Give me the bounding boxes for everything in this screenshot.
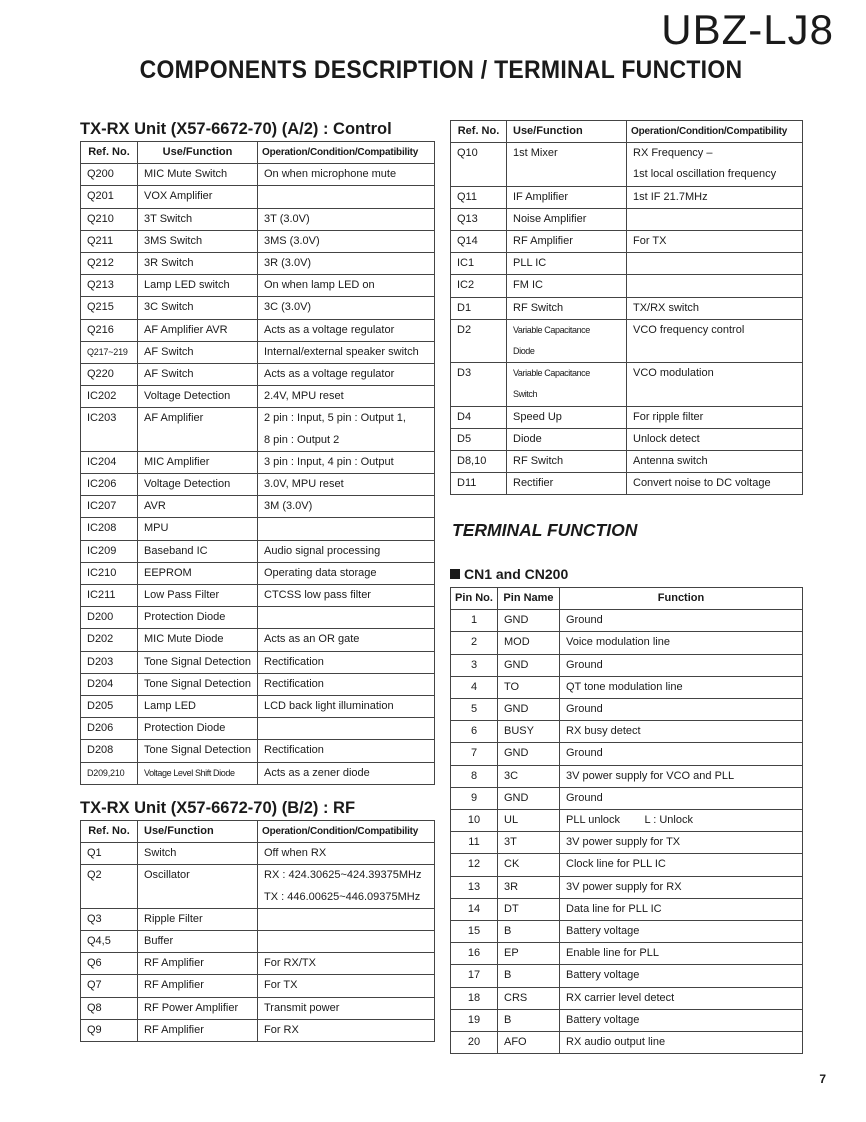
- table-cell: Internal/external speaker switch: [258, 341, 435, 363]
- table-row: [81, 341, 435, 363]
- table-cell: 6: [451, 721, 498, 743]
- table-row: [81, 762, 435, 784]
- table-row: [81, 230, 435, 252]
- table-cell: Protection Diode: [138, 607, 258, 629]
- table-cell: VCO frequency control: [627, 319, 803, 362]
- table-cell: RF Amplifier: [138, 1019, 258, 1041]
- table-cell: Voltage Level Shift Diode: [138, 762, 258, 784]
- table-cell: [627, 208, 803, 230]
- table-cell: IC211: [81, 585, 138, 607]
- table-cell: GND: [498, 743, 560, 765]
- table-cell: Tone Signal Detection: [138, 673, 258, 695]
- table-cell: 7: [451, 743, 498, 765]
- table-cell: AF Switch: [138, 341, 258, 363]
- table-cell: PLL unlock L : Unlock: [560, 810, 803, 832]
- table-cell: MIC Mute Switch: [138, 164, 258, 186]
- col-function: Function: [560, 588, 803, 610]
- table-cell: D208: [81, 740, 138, 762]
- table-row: [451, 965, 803, 987]
- table-cell: VCO modulation: [627, 363, 803, 406]
- table-cell: Lamp LED switch: [138, 275, 258, 297]
- table-row: [81, 843, 435, 865]
- table-row: [451, 231, 803, 253]
- table-cell: Ground: [560, 743, 803, 765]
- table-row: [81, 297, 435, 319]
- table-cell: Baseband IC: [138, 540, 258, 562]
- table-row: [451, 428, 803, 450]
- rf-section-title: TX-RX Unit (X57-6672-70) (B/2) : RF: [80, 799, 356, 817]
- table-cell: IC1: [451, 253, 507, 275]
- table-cell: 18: [451, 987, 498, 1009]
- table-row: [81, 540, 435, 562]
- table-cell: On when lamp LED on: [258, 275, 435, 297]
- table-row: [451, 832, 803, 854]
- table-cell: Variable Capacitance Switch: [507, 363, 627, 406]
- table-cell: AF Switch: [138, 364, 258, 386]
- table-cell: 19: [451, 1009, 498, 1031]
- table-cell: 5: [451, 699, 498, 721]
- table-cell: Operating data storage: [258, 562, 435, 584]
- table-cell: PLL IC: [507, 253, 627, 275]
- table-cell: D203: [81, 651, 138, 673]
- table-cell: On when microphone mute: [258, 164, 435, 186]
- col-ref-no: Ref. No.: [81, 142, 138, 164]
- table-cell: Lamp LED: [138, 696, 258, 718]
- table-cell: IC210: [81, 562, 138, 584]
- table-cell: B: [498, 965, 560, 987]
- table-cell: Diode: [507, 428, 627, 450]
- table-row: [451, 787, 803, 809]
- table-row: [81, 931, 435, 953]
- table-cell: 17: [451, 965, 498, 987]
- table-cell: Ripple Filter: [138, 908, 258, 930]
- table-row: [81, 696, 435, 718]
- table-row: [451, 406, 803, 428]
- table-row: [81, 1019, 435, 1041]
- table-cell: Q10: [451, 143, 507, 186]
- table-cell: 12: [451, 854, 498, 876]
- table-cell: D3: [451, 363, 507, 406]
- table-cell: Switch: [138, 843, 258, 865]
- table-cell: 4: [451, 676, 498, 698]
- table-row: [81, 275, 435, 297]
- table-row: [451, 451, 803, 473]
- table-cell: For RX/TX: [258, 953, 435, 975]
- table-cell: Q212: [81, 253, 138, 275]
- table-cell: Q9: [81, 1019, 138, 1041]
- table-cell: 8: [451, 765, 498, 787]
- table-cell: 3T Switch: [138, 208, 258, 230]
- table-cell: [258, 186, 435, 208]
- table-cell: 9: [451, 787, 498, 809]
- table-cell: GND: [498, 654, 560, 676]
- table-row: [81, 496, 435, 518]
- table-cell: 3C Switch: [138, 297, 258, 319]
- table-cell: RF Switch: [507, 451, 627, 473]
- table-cell: Data line for PLL IC: [560, 898, 803, 920]
- table-cell: MOD: [498, 632, 560, 654]
- col-operation: Operation/Condition/Compatibility: [627, 121, 803, 143]
- table-row: [81, 164, 435, 186]
- table-cell: 3R Switch: [138, 253, 258, 275]
- table-row: [451, 208, 803, 230]
- table-row: [451, 363, 803, 406]
- table-cell: BUSY: [498, 721, 560, 743]
- table-cell: 3: [451, 654, 498, 676]
- table-row: [81, 319, 435, 341]
- square-bullet-icon: [450, 569, 460, 579]
- table-row: [451, 721, 803, 743]
- table-row: [451, 743, 803, 765]
- table-cell: Acts as a voltage regulator: [258, 319, 435, 341]
- table-cell: Rectification: [258, 740, 435, 762]
- table-cell: GND: [498, 787, 560, 809]
- control-table: [80, 141, 435, 785]
- table-cell: Ground: [560, 654, 803, 676]
- table-cell: Clock line for PLL IC: [560, 854, 803, 876]
- table-cell: Voltage Detection: [138, 474, 258, 496]
- table-row: [81, 607, 435, 629]
- table-cell: RX Frequency – 1st local oscillation frequency: [627, 143, 803, 186]
- table-row: [81, 718, 435, 740]
- table-cell: MPU: [138, 518, 258, 540]
- table-cell: 3V power supply for RX: [560, 876, 803, 898]
- col-use-function: Use/Function: [138, 142, 258, 164]
- table-cell: [258, 518, 435, 540]
- table-cell: Off when RX: [258, 843, 435, 865]
- table-cell: 2 pin : Input, 5 pin : Output 1, 8 pin : Output 2: [258, 408, 435, 451]
- table-cell: Voltage Detection: [138, 386, 258, 408]
- terminal-table: [450, 587, 803, 1054]
- table-cell: IC209: [81, 540, 138, 562]
- table-row: [451, 943, 803, 965]
- table-cell: [258, 908, 435, 930]
- col-operation: Operation/Condition/Compatibility: [258, 142, 435, 164]
- table-cell: TO: [498, 676, 560, 698]
- table-row: [451, 810, 803, 832]
- table-cell: AF Amplifier AVR: [138, 319, 258, 341]
- table-cell: Voice modulation line: [560, 632, 803, 654]
- table-cell: [627, 253, 803, 275]
- table-cell: Q216: [81, 319, 138, 341]
- table-cell: B: [498, 1009, 560, 1031]
- table-cell: CTCSS low pass filter: [258, 585, 435, 607]
- table-cell: Noise Amplifier: [507, 208, 627, 230]
- table-cell: D202: [81, 629, 138, 651]
- table-cell: Speed Up: [507, 406, 627, 428]
- table-row: [81, 562, 435, 584]
- table-row: [451, 876, 803, 898]
- terminal-function-title: TERMINAL FUNCTION: [452, 520, 638, 540]
- table-cell: Ground: [560, 610, 803, 632]
- table-cell: D209,210: [81, 762, 138, 784]
- table-cell: EP: [498, 943, 560, 965]
- table-cell: Q213: [81, 275, 138, 297]
- col-use-function: Use/Function: [138, 821, 258, 843]
- page-number: 7: [819, 1072, 826, 1086]
- table-row: [451, 632, 803, 654]
- table-cell: IC207: [81, 496, 138, 518]
- table-cell: D1: [451, 297, 507, 319]
- table-cell: Q200: [81, 164, 138, 186]
- rf-table: [80, 820, 435, 1042]
- table-cell: 3C (3.0V): [258, 297, 435, 319]
- table-cell: Q220: [81, 364, 138, 386]
- table-row: [451, 275, 803, 297]
- table-row: [81, 953, 435, 975]
- table-cell: AFO: [498, 1032, 560, 1054]
- table-cell: Battery voltage: [560, 921, 803, 943]
- table-cell: IF Amplifier: [507, 186, 627, 208]
- table-cell: RX : 424.30625~424.39375MHz TX : 446.00625~446.09375MHz: [258, 865, 435, 908]
- table-cell: 1st IF 21.7MHz: [627, 186, 803, 208]
- table-cell: IC208: [81, 518, 138, 540]
- table-cell: Battery voltage: [560, 965, 803, 987]
- table-cell: Q4,5: [81, 931, 138, 953]
- table-cell: [258, 607, 435, 629]
- table-cell: Enable line for PLL: [560, 943, 803, 965]
- table-cell: 16: [451, 943, 498, 965]
- table-cell: Q1: [81, 843, 138, 865]
- table-cell: Protection Diode: [138, 718, 258, 740]
- table-cell: RX busy detect: [560, 721, 803, 743]
- table-cell: 3MS (3.0V): [258, 230, 435, 252]
- table-cell: Low Pass Filter: [138, 585, 258, 607]
- table-cell: Acts as a voltage regulator: [258, 364, 435, 386]
- table-cell: Q2: [81, 865, 138, 908]
- table-cell: D5: [451, 428, 507, 450]
- table-cell: 3V power supply for VCO and PLL: [560, 765, 803, 787]
- table-cell: Q215: [81, 297, 138, 319]
- table-row: [81, 908, 435, 930]
- connector-title-text: CN1 and CN200: [464, 566, 569, 582]
- table-cell: Audio signal processing: [258, 540, 435, 562]
- table-cell: D8,10: [451, 451, 507, 473]
- table-cell: 3R (3.0V): [258, 253, 435, 275]
- table-row: [451, 1009, 803, 1031]
- table-cell: RF Switch: [507, 297, 627, 319]
- table-row: [81, 186, 435, 208]
- table-cell: For TX: [258, 975, 435, 997]
- col-operation: Operation/Condition/Compatibility: [258, 821, 435, 843]
- table-cell: RF Amplifier: [138, 953, 258, 975]
- table-cell: IC203: [81, 408, 138, 451]
- table-row: [81, 997, 435, 1019]
- table-cell: DT: [498, 898, 560, 920]
- table-cell: [258, 718, 435, 740]
- table-row: [451, 765, 803, 787]
- table-cell: GND: [498, 699, 560, 721]
- table-row: [81, 408, 435, 451]
- table-cell: D205: [81, 696, 138, 718]
- table-cell: 3T: [498, 832, 560, 854]
- page-title: COMPONENTS DESCRIPTION / TERMINAL FUNCTION: [139, 56, 743, 84]
- table-cell: 3MS Switch: [138, 230, 258, 252]
- table-cell: Ground: [560, 699, 803, 721]
- table-cell: 3V power supply for TX: [560, 832, 803, 854]
- table-cell: Q211: [81, 230, 138, 252]
- table-cell: Convert noise to DC voltage: [627, 473, 803, 495]
- table-cell: Antenna switch: [627, 451, 803, 473]
- table-cell: TX/RX switch: [627, 297, 803, 319]
- table-row: [81, 651, 435, 673]
- table-cell: D206: [81, 718, 138, 740]
- table-cell: Variable Capacitance Diode: [507, 319, 627, 362]
- table-cell: 2: [451, 632, 498, 654]
- table-row: [81, 386, 435, 408]
- table-cell: 3M (3.0V): [258, 496, 435, 518]
- connector-title: [450, 566, 568, 582]
- table-cell: Q11: [451, 186, 507, 208]
- table-cell: Tone Signal Detection: [138, 740, 258, 762]
- table-cell: RF Power Amplifier: [138, 997, 258, 1019]
- table-row: [451, 699, 803, 721]
- table-cell: Q201: [81, 186, 138, 208]
- table-cell: FM IC: [507, 275, 627, 297]
- table-cell: CRS: [498, 987, 560, 1009]
- table-cell: 1st Mixer: [507, 143, 627, 186]
- table-cell: 20: [451, 1032, 498, 1054]
- table-cell: Transmit power: [258, 997, 435, 1019]
- table-cell: CK: [498, 854, 560, 876]
- table-cell: Rectification: [258, 673, 435, 695]
- table-row: [451, 610, 803, 632]
- table-cell: 11: [451, 832, 498, 854]
- table-row: [451, 253, 803, 275]
- table-row: [451, 987, 803, 1009]
- table-cell: 3.0V, MPU reset: [258, 474, 435, 496]
- table-row: [451, 319, 803, 362]
- table-row: [81, 629, 435, 651]
- model-number: UBZ-LJ8: [661, 6, 834, 53]
- table-row: [451, 654, 803, 676]
- table-row: [81, 673, 435, 695]
- table-cell: Battery voltage: [560, 1009, 803, 1031]
- table-cell: Q217~219: [81, 341, 138, 363]
- table-cell: RF Amplifier: [138, 975, 258, 997]
- table-cell: MIC Amplifier: [138, 451, 258, 473]
- col-use-function: Use/Function: [507, 121, 627, 143]
- table-cell: 3T (3.0V): [258, 208, 435, 230]
- table-cell: AVR: [138, 496, 258, 518]
- table-row: [451, 898, 803, 920]
- table-row: [81, 253, 435, 275]
- table-row: [451, 1032, 803, 1054]
- table-cell: 1: [451, 610, 498, 632]
- table-cell: RX audio output line: [560, 1032, 803, 1054]
- table-cell: UL: [498, 810, 560, 832]
- table-cell: D204: [81, 673, 138, 695]
- table-cell: Unlock detect: [627, 428, 803, 450]
- table-cell: Q13: [451, 208, 507, 230]
- table-cell: VOX Amplifier: [138, 186, 258, 208]
- table-cell: Acts as a zener diode: [258, 762, 435, 784]
- table-cell: B: [498, 921, 560, 943]
- table-row: [81, 518, 435, 540]
- table-cell: 3 pin : Input, 4 pin : Output: [258, 451, 435, 473]
- table-row: [451, 473, 803, 495]
- table-cell: EEPROM: [138, 562, 258, 584]
- col-ref-no: Ref. No.: [451, 121, 507, 143]
- table-row: [81, 474, 435, 496]
- table-cell: Q3: [81, 908, 138, 930]
- table-cell: IC202: [81, 386, 138, 408]
- table-cell: Tone Signal Detection: [138, 651, 258, 673]
- col-pin-name: Pin Name: [498, 588, 560, 610]
- table-cell: Ground: [560, 787, 803, 809]
- table-row: [451, 297, 803, 319]
- table-row: [81, 208, 435, 230]
- table-cell: IC204: [81, 451, 138, 473]
- table-cell: Q8: [81, 997, 138, 1019]
- table-row: [81, 975, 435, 997]
- table-cell: Acts as an OR gate: [258, 629, 435, 651]
- table-cell: [627, 275, 803, 297]
- table-cell: D2: [451, 319, 507, 362]
- table-cell: 14: [451, 898, 498, 920]
- table-cell: For RX: [258, 1019, 435, 1041]
- table-cell: Q14: [451, 231, 507, 253]
- table-cell: AF Amplifier: [138, 408, 258, 451]
- table-cell: For TX: [627, 231, 803, 253]
- table-cell: 3R: [498, 876, 560, 898]
- table-row: [451, 186, 803, 208]
- table-cell: Q210: [81, 208, 138, 230]
- table-cell: RF Amplifier: [507, 231, 627, 253]
- table-cell: Q7: [81, 975, 138, 997]
- table-row: [451, 854, 803, 876]
- table-row: [81, 585, 435, 607]
- table-cell: Rectification: [258, 651, 435, 673]
- table-cell: [258, 931, 435, 953]
- col-pin-no: Pin No.: [451, 588, 498, 610]
- table-row: [81, 865, 435, 908]
- table-cell: D4: [451, 406, 507, 428]
- table-cell: 3C: [498, 765, 560, 787]
- table-cell: Buffer: [138, 931, 258, 953]
- table-cell: Rectifier: [507, 473, 627, 495]
- table-row: [451, 921, 803, 943]
- table-cell: MIC Mute Diode: [138, 629, 258, 651]
- control-section-title: TX-RX Unit (X57-6672-70) (A/2) : Control: [80, 120, 392, 138]
- table-cell: GND: [498, 610, 560, 632]
- table-cell: For ripple filter: [627, 406, 803, 428]
- table-cell: 2.4V, MPU reset: [258, 386, 435, 408]
- table-cell: D11: [451, 473, 507, 495]
- rf-continued-table: [450, 120, 803, 495]
- table-cell: Q6: [81, 953, 138, 975]
- table-cell: QT tone modulation line: [560, 676, 803, 698]
- table-cell: RX carrier level detect: [560, 987, 803, 1009]
- table-cell: IC206: [81, 474, 138, 496]
- table-row: [451, 143, 803, 186]
- table-cell: 15: [451, 921, 498, 943]
- table-row: [81, 451, 435, 473]
- table-row: [451, 676, 803, 698]
- table-cell: LCD back light illumination: [258, 696, 435, 718]
- col-ref-no: Ref. No.: [81, 821, 138, 843]
- table-cell: IC2: [451, 275, 507, 297]
- table-row: [81, 740, 435, 762]
- table-cell: 10: [451, 810, 498, 832]
- table-row: [81, 364, 435, 386]
- table-cell: 13: [451, 876, 498, 898]
- table-cell: Oscillator: [138, 865, 258, 908]
- table-cell: D200: [81, 607, 138, 629]
